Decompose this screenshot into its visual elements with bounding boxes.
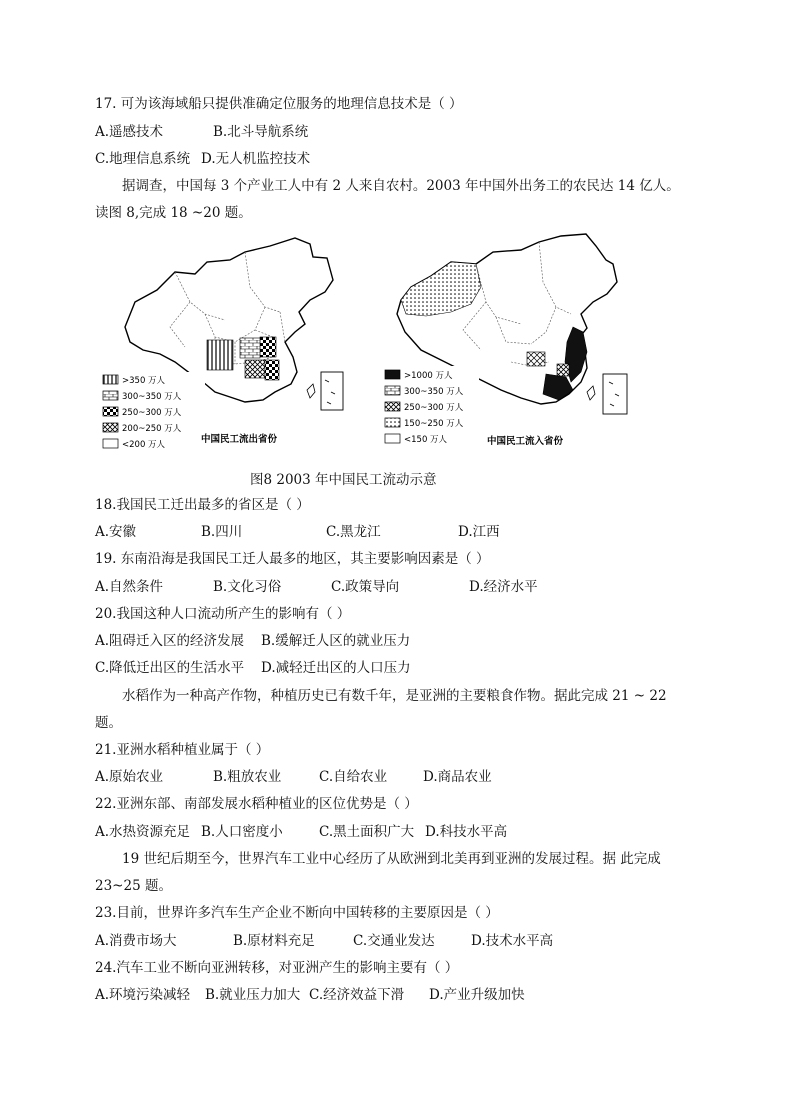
map-title-inflow: 中国民工流入省份 — [487, 436, 564, 447]
legend-swatch — [385, 434, 400, 443]
q17-stem: 17. 可为该海域船只提供准确定位服务的地理信息技术是（ ） — [95, 96, 463, 112]
q21-option-c[interactable]: C.自给农业 — [319, 769, 388, 785]
q19-stem: 19. 东南沿海是我国民工迁人最多的地区，其主要影响因素是（ ） — [95, 551, 490, 567]
figure-8-maps — [95, 232, 655, 458]
region-henan-brick — [240, 338, 260, 358]
q20-options-row2 — [95, 659, 411, 677]
q18-option-c[interactable]: C.黑龙江 — [326, 524, 381, 540]
south-sea-inset-left — [321, 372, 343, 410]
q17-option-a[interactable]: A.遥感技术 — [95, 124, 164, 140]
legend-label: >1000 万人 — [404, 371, 453, 381]
q20-option-c[interactable]: C.降低迁出区的生活水平 — [95, 660, 245, 676]
q22-options — [95, 823, 507, 841]
region-sichuan-vstripes — [207, 340, 233, 370]
q17-options-row1 — [95, 123, 308, 141]
q18-option-a[interactable]: A.安徽 — [95, 524, 137, 540]
intro-18-20-line2: 读图 8,完成 18 ~20 题。 — [95, 205, 252, 221]
legend-swatch — [103, 439, 118, 448]
q24-option-b[interactable]: B.就业压力加大 — [205, 987, 301, 1003]
legend-label: 250~300 万人 — [122, 408, 182, 418]
intro-21-22-line1: 水稻作为一种高产作物，种植历史已有数千年，是亚洲的主要粮食作物。据此完成 21 ~ 22 — [122, 688, 667, 704]
legend-swatch — [103, 407, 118, 416]
legend-swatch — [103, 391, 118, 400]
q22-option-d[interactable]: D.科技水平高 — [425, 824, 508, 840]
q23-option-c[interactable]: C.交通业发达 — [353, 933, 435, 949]
region-fujian-cross — [557, 364, 569, 376]
q23-option-b[interactable]: B.原材料充足 — [233, 933, 315, 949]
q18-options — [95, 523, 500, 541]
legend-swatch — [385, 402, 400, 411]
q21-stem: 21.亚洲水稻种植业属于（ ） — [95, 742, 270, 758]
map-outflow — [97, 238, 343, 457]
legend-label: 300~350 万人 — [122, 392, 182, 402]
q23-options — [95, 932, 553, 950]
legend-swatch — [103, 423, 118, 432]
q19-option-a[interactable]: A.自然条件 — [95, 579, 164, 595]
intro-18-20-line1: 据调查，中国每 3 个产业工人中有 2 人来自农村。2003 年中国外出务工的农民达 14 亿人。 — [122, 178, 680, 194]
legend-label: >350 万人 — [122, 376, 166, 386]
q18-option-b[interactable]: B.四川 — [201, 524, 243, 540]
q22-option-c[interactable]: C.黑土面积广大 — [319, 824, 415, 840]
legend-label: 150~250 万人 — [404, 419, 464, 429]
intro-23-25-line1: 19 世纪后期至今，世界汽车工业中心经历了从欧洲到北美再到亚洲的发展过程。据 此完成 — [122, 851, 661, 867]
q22-option-a[interactable]: A.水热资源充足 — [95, 824, 191, 840]
intro-21-22-line2: 题。 — [95, 715, 122, 731]
q21-option-a[interactable]: A.原始农业 — [95, 769, 164, 785]
q19-option-c[interactable]: C.政策导向 — [331, 579, 400, 595]
legend-swatch — [103, 375, 118, 384]
region-anhui-check — [260, 337, 276, 357]
q24-option-a[interactable]: A.环境污染减轻 — [95, 987, 191, 1003]
q21-option-d[interactable]: D.商品农业 — [423, 769, 492, 785]
q22-stem: 22.亚洲东部、南部发展水稻种植业的区位优势是（ ） — [95, 796, 418, 812]
q19-options — [95, 578, 538, 596]
q21-option-b[interactable]: B.粗放农业 — [213, 769, 282, 785]
q17-option-c[interactable]: C.地理信息系统 — [95, 151, 191, 167]
q19-option-d[interactable]: D.经济水平 — [469, 579, 538, 595]
q17-options-row2 — [95, 150, 310, 168]
intro-23-25-line2: 23~25 题。 — [95, 878, 172, 894]
legend-swatch — [385, 418, 400, 427]
q17-option-d[interactable]: D.无人机监控技术 — [201, 151, 311, 167]
q17-option-b[interactable]: B.北斗导航系统 — [213, 124, 309, 140]
legend-label: 250~300 万人 — [404, 403, 464, 413]
legend-label: 300~350 万人 — [404, 387, 464, 397]
map-title-outflow: 中国民工流出省份 — [201, 434, 278, 445]
q20-option-b[interactable]: B.缓解迁人区的就业压力 — [261, 633, 411, 649]
figure-caption: 图8 2003 年中国民工流动示意 — [250, 472, 437, 488]
q24-options — [95, 986, 525, 1004]
q23-option-a[interactable]: A.消费市场大 — [95, 933, 177, 949]
q24-option-d[interactable]: D.产业升级加快 — [429, 987, 525, 1003]
q21-options — [95, 768, 492, 786]
q23-stem: 23.目前，世界许多汽车生产企业不断向中国转移的主要原因是（ ） — [95, 905, 499, 921]
q20-option-d[interactable]: D.减轻迁出区的人口压力 — [261, 660, 411, 676]
legend-label: <150 万人 — [404, 435, 448, 445]
q19-option-b[interactable]: B.文化习俗 — [213, 579, 282, 595]
q20-option-a[interactable]: A.阻碍迁入区的经济发展 — [95, 633, 245, 649]
q24-option-c[interactable]: C.经济效益下滑 — [309, 987, 405, 1003]
legend-label: <200 万人 — [122, 440, 166, 450]
q23-option-d[interactable]: D.技术水平高 — [471, 933, 554, 949]
region-jiangxi-check — [265, 360, 279, 380]
legend-label: 200~250 万人 — [122, 424, 182, 434]
q20-options-row1 — [95, 632, 410, 650]
q18-stem: 18.我国民工迁出最多的省区是（ ） — [95, 497, 310, 513]
region-hunan-cross — [245, 360, 265, 378]
legend-swatch — [385, 386, 400, 395]
q22-option-b[interactable]: B.人口密度小 — [201, 824, 283, 840]
q20-stem: 20.我国这种人口流动所产生的影响有（ ） — [95, 606, 351, 622]
region-inland-diamond — [527, 352, 545, 366]
map-inflow — [379, 234, 627, 456]
q24-stem: 24.汽车工业不断向亚洲转移，对亚洲产生的影响主要有（ ） — [95, 960, 459, 976]
legend-swatch — [385, 370, 400, 379]
q18-option-d[interactable]: D.江西 — [458, 524, 500, 540]
